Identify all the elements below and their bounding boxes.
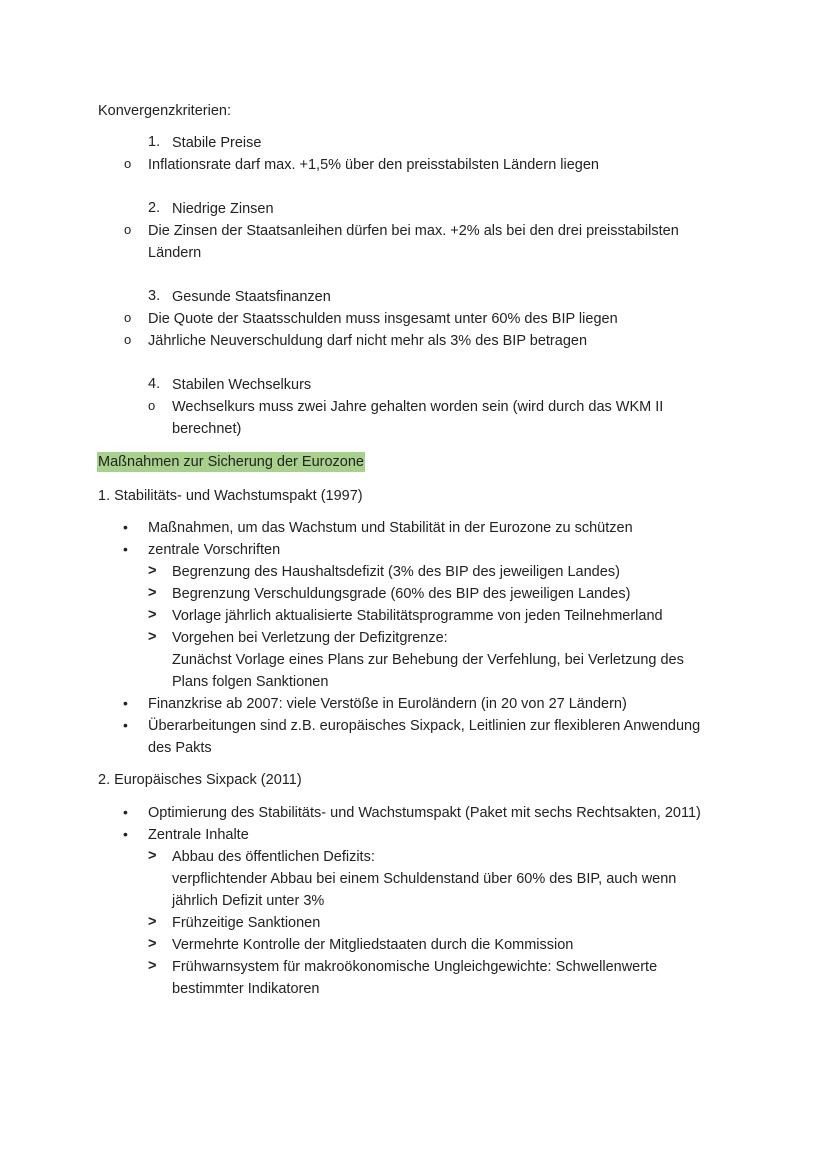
intro-heading: Konvergenzkriterien: [98, 103, 231, 119]
list-item-cont: des Pakts [148, 740, 212, 756]
section-heading-highlight: Maßnahmen zur Sicherung der Eurozone [98, 454, 364, 470]
list-item: zentrale Vorschriften [148, 542, 281, 558]
criterion-point: Jährliche Neuverschuldung darf nicht mehr als 3% des BIP betragen [148, 333, 588, 349]
list-item: Zentrale Inhalte [148, 827, 249, 843]
arrow-bullet-icon: > [148, 563, 157, 579]
circle-bullet-icon: o [124, 156, 132, 171]
sub-item: Frühwarnsystem für makroökonomische Ungleichgewichte: Schwellenwerte [172, 959, 658, 975]
criterion-point: Die Zinsen der Staatsanleihen dürfen bei max. +2% als bei den drei preisstabilsten [148, 223, 679, 239]
criterion-number: 4. [148, 376, 161, 392]
circle-bullet-icon: o [124, 310, 132, 325]
circle-bullet-icon: o [148, 398, 156, 413]
sub-item-cont: Zunächst Vorlage eines Plans zur Behebung der Verfehlung, bei Verletzung des [172, 652, 684, 668]
sub-item: Vorlage jährlich aktualisierte Stabilitätsprogramme von jeden Teilnehmerland [172, 608, 663, 624]
criterion-title: Niedrige Zinsen [172, 201, 274, 217]
criterion-title: Stabile Preise [172, 135, 262, 151]
sub-item: Abbau des öffentlichen Defizits: [172, 849, 375, 865]
arrow-bullet-icon: > [148, 848, 157, 864]
arrow-bullet-icon: > [148, 585, 157, 601]
circle-bullet-icon: o [124, 222, 132, 237]
bullet-icon: • [123, 695, 128, 711]
criterion-point-cont: Ländern [148, 245, 202, 261]
sub-item-cont: verpflichtender Abbau bei einem Schuldenstand über 60% des BIP, auch wenn [172, 871, 677, 887]
criterion-number: 3. [148, 288, 161, 304]
list-item: Finanzkrise ab 2007: viele Verstöße in Euroländern (in 20 von 27 Ländern) [148, 696, 627, 712]
criterion-title: Gesunde Staatsfinanzen [172, 289, 331, 305]
pact-title: 2. Europäisches Sixpack (2011) [98, 772, 302, 788]
list-item: Überarbeitungen sind z.B. europäisches Sixpack, Leitlinien zur flexibleren Anwendung [148, 718, 701, 734]
bullet-icon: • [123, 519, 128, 535]
list-item: Maßnahmen, um das Wachstum und Stabilität in der Eurozone zu schützen [148, 520, 633, 536]
arrow-bullet-icon: > [148, 936, 157, 952]
sub-item: Vorgehen bei Verletzung der Defizitgrenze: [172, 630, 448, 646]
sub-item: Begrenzung des Haushaltsdefizit (3% des BIP des jeweiligen Landes) [172, 564, 620, 580]
sub-item-cont: bestimmter Indikatoren [172, 981, 320, 997]
sub-item: Begrenzung Verschuldungsgrade (60% des BIP des jeweiligen Landes) [172, 586, 631, 602]
criterion-number: 1. [148, 134, 161, 150]
bullet-icon: • [123, 826, 128, 842]
arrow-bullet-icon: > [148, 958, 157, 974]
criterion-title: Stabilen Wechselkurs [172, 377, 312, 393]
criterion-point-cont: berechnet) [172, 421, 242, 437]
criterion-point: Wechselkurs muss zwei Jahre gehalten worden sein (wird durch das WKM II [172, 399, 664, 415]
circle-bullet-icon: o [124, 332, 132, 347]
arrow-bullet-icon: > [148, 629, 157, 645]
criterion-point: Die Quote der Staatsschulden muss insgesamt unter 60% des BIP liegen [148, 311, 618, 327]
sub-item: Frühzeitige Sanktionen [172, 915, 321, 931]
bullet-icon: • [123, 804, 128, 820]
sub-item: Vermehrte Kontrolle der Mitgliedstaaten durch die Kommission [172, 937, 574, 953]
section-heading [97, 453, 365, 471]
bullet-icon: • [123, 717, 128, 733]
bullet-icon: • [123, 541, 128, 557]
list-item: Optimierung des Stabilitäts- und Wachstumspakt (Paket mit sechs Rechtsakten, 2011) [148, 805, 701, 821]
pact-title: 1. Stabilitäts- und Wachstumspakt (1997) [98, 488, 363, 504]
sub-item-cont: jährlich Defizit unter 3% [172, 893, 325, 909]
criterion-number: 2. [148, 200, 161, 216]
sub-item-cont: Plans folgen Sanktionen [172, 674, 329, 690]
arrow-bullet-icon: > [148, 607, 157, 623]
arrow-bullet-icon: > [148, 914, 157, 930]
criterion-point: Inflationsrate darf max. +1,5% über den preisstabilsten Ländern liegen [148, 157, 599, 173]
